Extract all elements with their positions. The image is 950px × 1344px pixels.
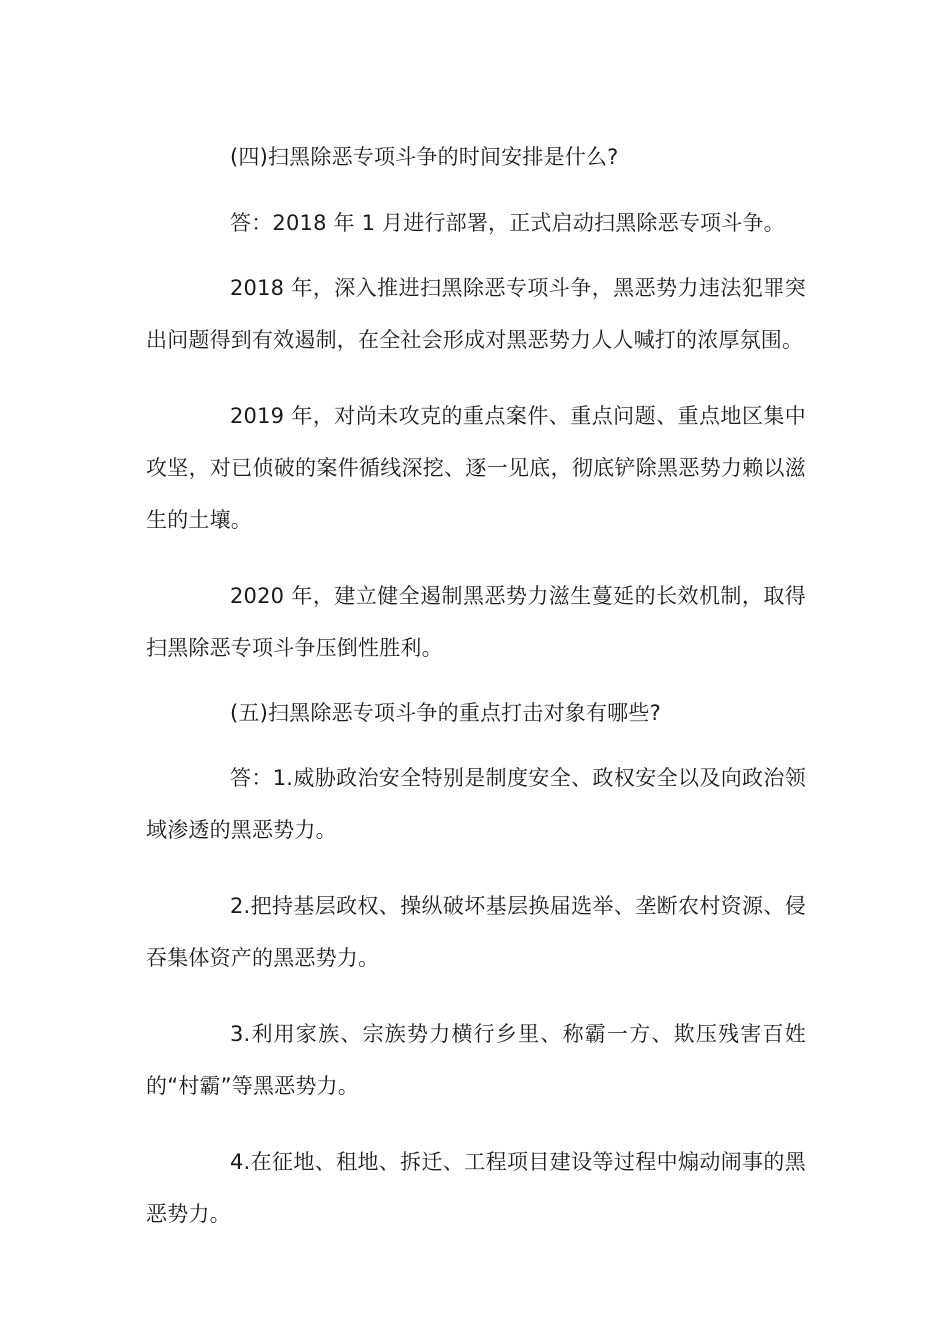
target-item-2: 2.把持基层政权、操纵破坏基层换届选举、垄断农村资源、侵吞集体资产的黑恶势力。 [146, 894, 806, 970]
section-heading-4: (四)扫黑除恶专项斗争的时间安排是什么? [230, 145, 619, 169]
paragraph-2020: 2020 年，建立健全遏制黑恶势力滋生蔓延的长效机制，取得扫黑除恶专项斗争压倒性胜利。 [146, 584, 806, 660]
answer-paragraph: 答：2018 年 1 月进行部署，正式启动扫黑除恶专项斗争。 [230, 211, 785, 235]
document-body [146, 130, 806, 1240]
section-heading-5: (五)扫黑除恶专项斗争的重点打击对象有哪些? [230, 701, 661, 725]
paragraph-2019: 2019 年，对尚未攻克的重点案件、重点问题、重点地区集中攻坚，对已侦破的案件循线深挖、逐一见底，彻底铲除黑恶势力赖以滋生的土壤。 [146, 404, 806, 532]
target-item-4: 4.在征地、租地、拆迁、工程项目建设等过程中煽动闹事的黑恶势力。 [146, 1150, 806, 1226]
target-item-1: 答：1.威胁政治安全特别是制度安全、政权安全以及向政治领域渗透的黑恶势力。 [146, 766, 806, 842]
paragraph-2018: 2018 年，深入推进扫黑除恶专项斗争，黑恶势力违法犯罪突出问题得到有效遏制，在全社会形成对黑恶势力人人喊打的浓厚氛围。 [146, 276, 806, 352]
target-item-3: 3.利用家族、宗族势力横行乡里、称霸一方、欺压残害百姓的“村霸”等黑恶势力。 [146, 1022, 806, 1098]
